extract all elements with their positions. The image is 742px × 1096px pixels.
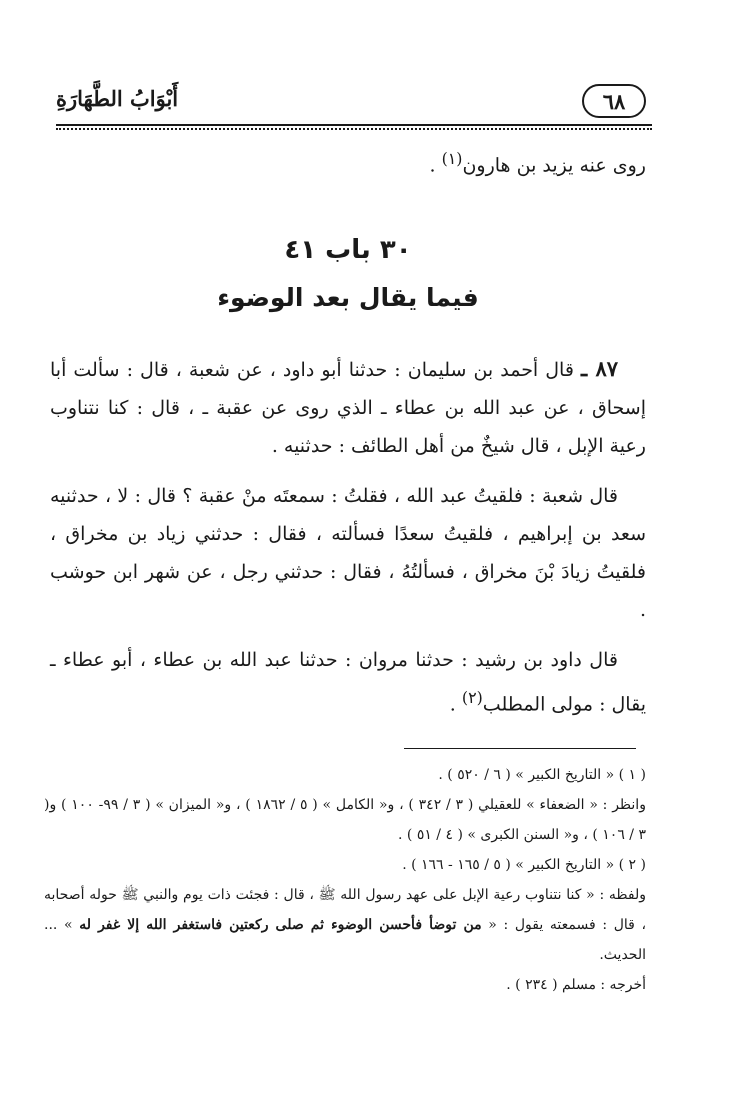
footnote-1-line-1: ( ١ ) « التاريخ الكبير » ( ٦ / ٥٢٠ ) .: [438, 767, 646, 783]
paragraph-2-text: قال شعبة : فلقيتُ عبد الله ، فقلتُ : سمعتَه منْ عقبة ؟ قال : لا ، حدثنيه سعد بن إبراهيم ، فلقيتُ سعدًا فسألته ، فقال : حدثني زياد بن مخراق ، فلقيتُ زيادَ بْنَ مخراق ، فسألتُهُ ، فقال : حدثني رجل ، عن شهر ابن حوشب .: [50, 485, 646, 622]
header-rule-dotted: [56, 128, 652, 130]
paragraph-2: [50, 477, 646, 629]
intro-end: .: [429, 154, 436, 177]
intro-line: [50, 140, 646, 184]
page-number: ٦٨: [582, 84, 646, 118]
paragraph-1-text: قال أحمد بن سليمان : حدثنا أبو داود ، عن شعبة ، قال : سألت أبا إسحاق ، عن عبد الله بن عطاء ـ الذي روى عن عقبة ـ ، قال : كنا نتناوب رعية الإبل ، قال شيخٌ من أهل الطائف : حدثنيه .: [50, 359, 646, 458]
paragraph-3-text: قال داود بن رشيد : حدثنا مروان : حدثنا عبد الله بن عطاء ، أبو عطاء ـ يقال : مولى المطلب: [50, 649, 646, 716]
paragraph-1: [50, 350, 646, 465]
footnote-ref-1: (١): [441, 149, 463, 168]
header-rule: [56, 124, 652, 126]
footnote-rule: [404, 748, 636, 749]
hadith-number: ٨٧ ـ: [580, 356, 619, 382]
footnote-2-line-3: أخرجه : مسلم ( ٢٣٤ ) .: [506, 977, 646, 993]
chapter-title: فيما يقال بعد الوضوء: [217, 283, 479, 313]
footnote-ref-2: (٢): [461, 688, 483, 708]
footnote-1-line-2: وانظر : « الضعفاء » للعقيلي ( ٣ / ٣٤٢ ) ، و« الكامل » ( ٥ / ١٨٦٢ ) ، و« الميزان » ( ٣ / ٩٩- ١٠٠ ) و( ٣ / ١٠٦ ) ، و« السنن الكبرى » ( ٤ / ٥١ ) .: [44, 797, 646, 843]
paragraph-3-end: .: [449, 693, 456, 716]
paragraph-3: [50, 641, 646, 723]
footnote-2-hadith-quote: من توضأ فأحسن الوضوء ثم صلى ركعتين فاستغفر الله إلا غفر له: [79, 917, 482, 933]
running-title: أَبْوَابُ الطَّهَارَةِ: [56, 86, 179, 111]
chapter-number: ٣٠ باب ٤١: [284, 235, 412, 266]
intro-text: روى عنه يزيد بن هارون: [462, 154, 646, 177]
main-text: [50, 140, 646, 724]
footnote-2-text-a: ولفظه : « كنا نتناوب رعية الإبل على عهد رسول الله ﷺ ، قال : فجئت ذات يوم والنبي ﷺ حوله أصحابه ، قال : فسمعته يقول : «: [44, 887, 646, 933]
footnote-2-line-2: [44, 880, 646, 970]
footnote-2-line-1: ( ٢ ) « التاريخ الكبير » ( ٥ / ١٦٥ - ١٦٦ ) .: [402, 857, 646, 873]
footnote-2-text-b: » ... الحديث.: [44, 917, 646, 963]
footnotes: [44, 760, 646, 1000]
